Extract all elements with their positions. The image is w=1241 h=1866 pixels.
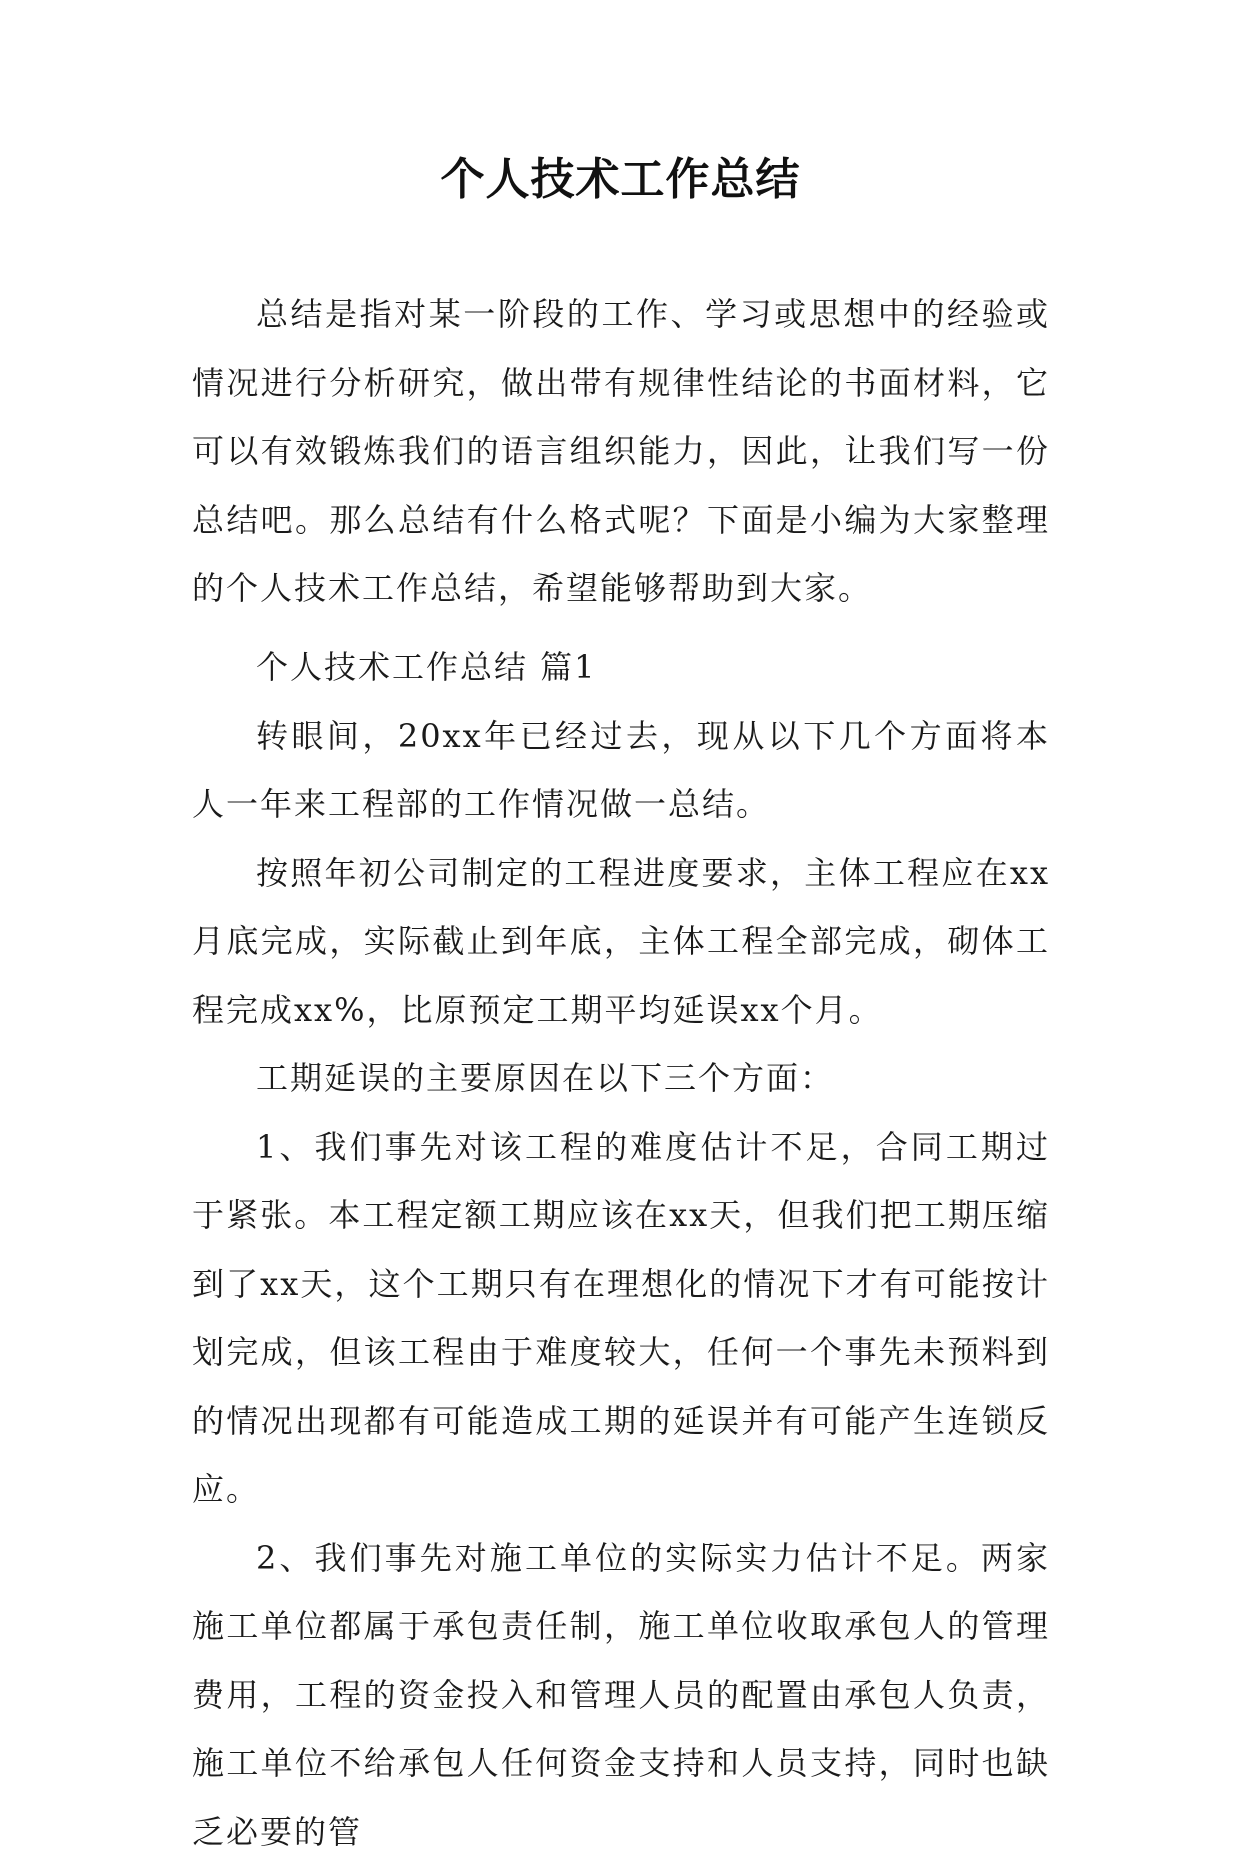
paragraph: 1、我们事先对该工程的难度估计不足，合同工期过于紧张。本工程定额工期应该在xx天，但我们把工期压缩到了xx天，这个工期只有在理想化的情况下才有可能按计划完成，但该工程由于难度较大，任何一个事先未预料到的情况出现都有可能造成工期的延误并有可能产生连锁反应。	[192, 1113, 1050, 1524]
document-title: 个人技术工作总结	[0, 150, 1241, 210]
paragraph: 工期延误的主要原因在以下三个方面：	[192, 1044, 1050, 1113]
paragraph: 转眼间，20xx年已经过去，现从以下几个方面将本人一年来工程部的工作情况做一总结。	[192, 702, 1050, 839]
section-heading: 个人技术工作总结 篇1	[192, 633, 1050, 702]
intro-paragraph: 总结是指对某一阶段的工作、学习或思想中的经验或情况进行分析研究，做出带有规律性结论的书面材料，它可以有效锻炼我们的语言组织能力，因此，让我们写一份总结吧。那么总结有什么格式呢？下面是小编为大家整理的个人技术工作总结，希望能够帮助到大家。	[192, 280, 1050, 623]
section-1	[192, 633, 1050, 1866]
paragraph: 2、我们事先对施工单位的实际实力估计不足。两家施工单位都属于承包责任制，施工单位收取承包人的管理费用，工程的资金投入和管理人员的配置由承包人负责，施工单位不给承包人任何资金支持和人员支持，同时也缺乏必要的管	[192, 1524, 1050, 1866]
paragraph: 按照年初公司制定的工程进度要求，主体工程应在xx月底完成，实际截止到年底，主体工程全部完成，砌体工程完成xx%，比原预定工期平均延误xx个月。	[192, 839, 1050, 1045]
